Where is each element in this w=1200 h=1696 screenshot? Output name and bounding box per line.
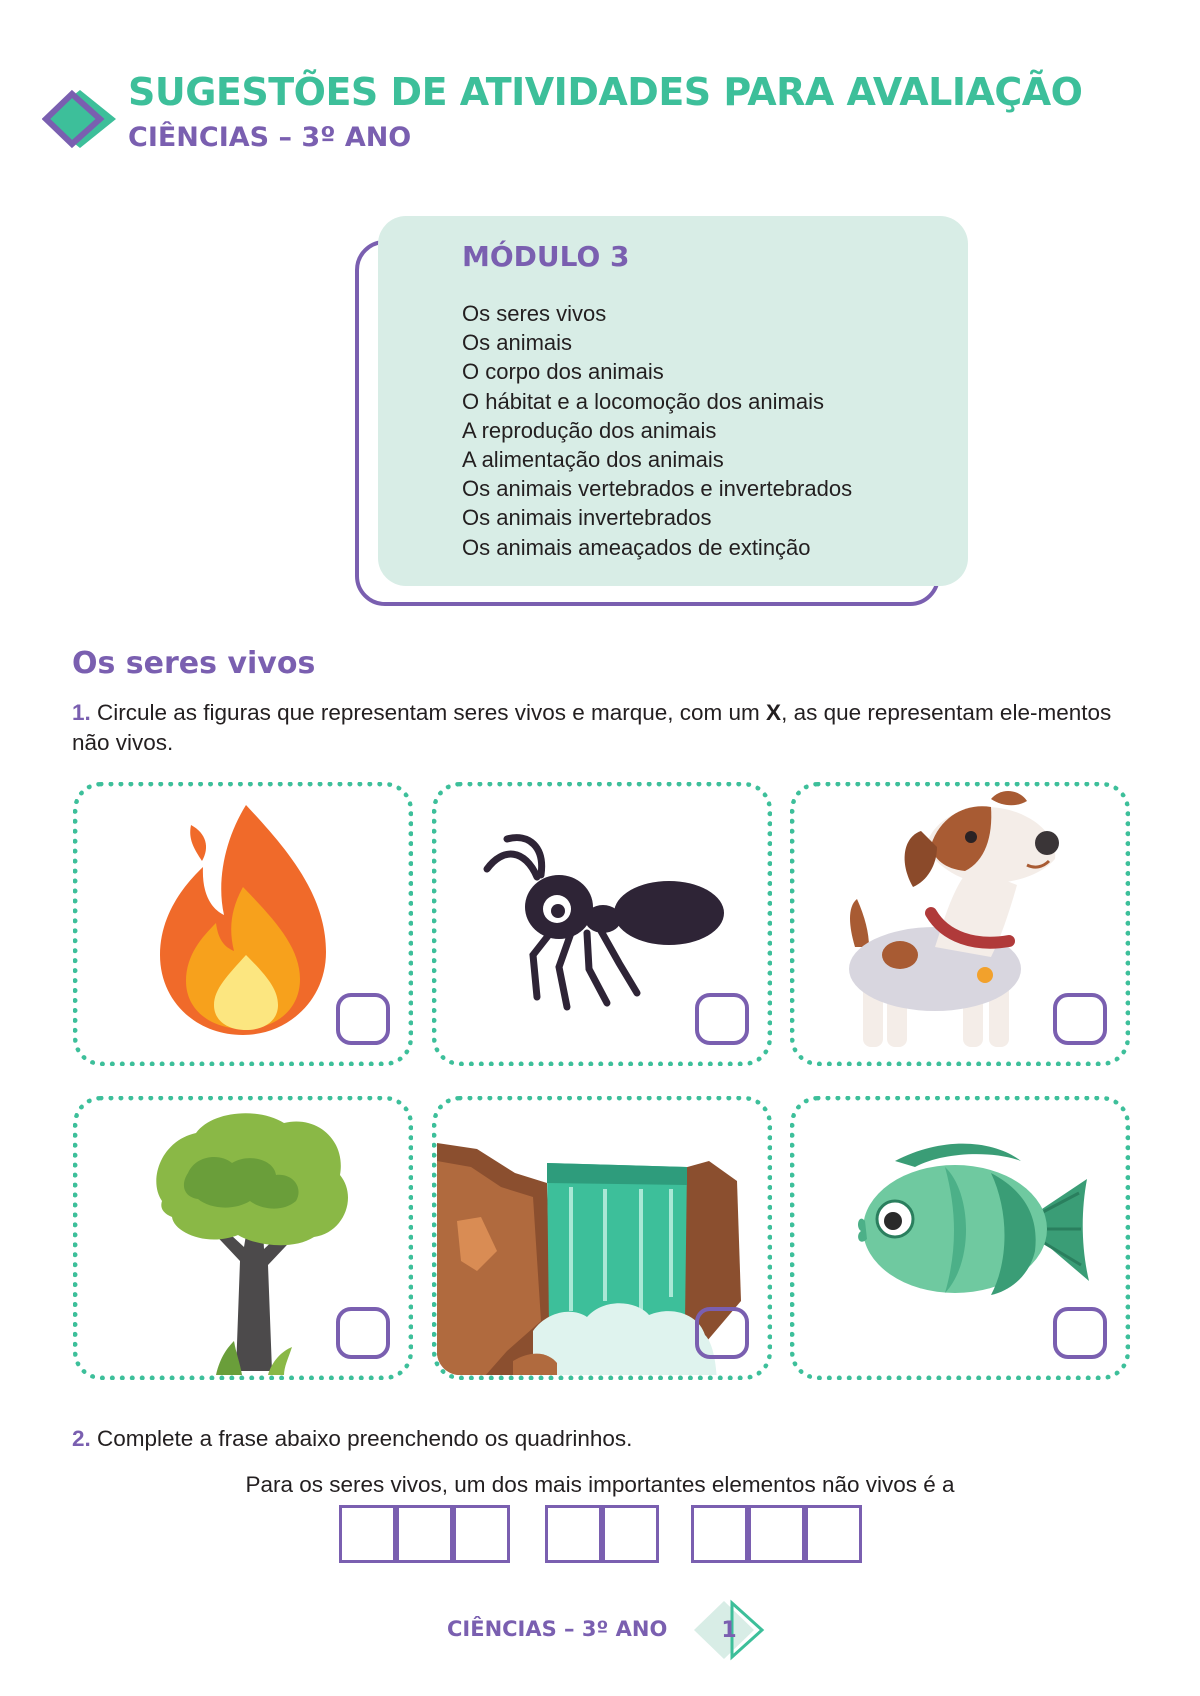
letter-box[interactable] (748, 1505, 805, 1563)
question-emphasis: X (766, 700, 782, 725)
card-ant (432, 782, 772, 1066)
letter-box[interactable] (396, 1505, 453, 1563)
footer-label: CIÊNCIAS – 3º ANO (447, 1617, 668, 1641)
card-fish (790, 1096, 1130, 1380)
module-topic: Os animais ameaçados de extinção (462, 534, 811, 560)
question-text: Complete a frase abaixo preenchendo os quadrinhos. (90, 1426, 633, 1451)
module-title: MÓDULO 3 (462, 240, 630, 273)
page-number: 1 (721, 1618, 737, 1643)
question-1 (72, 698, 1134, 758)
card-fire (73, 782, 413, 1066)
question-number: 1. (72, 700, 91, 725)
answer-checkbox[interactable] (695, 1307, 749, 1359)
letter-box[interactable] (339, 1505, 396, 1563)
module-topic: A alimentação dos animais (462, 447, 724, 473)
question-number: 2. (72, 1426, 91, 1451)
card-tree (73, 1096, 413, 1380)
answer-checkbox[interactable] (695, 993, 749, 1045)
module-topic: Os animais (462, 330, 573, 356)
module-topic: O corpo dos animais (462, 359, 664, 385)
document-title: SUGESTÕES DE ATIVIDADES PARA AVALIAÇÃO (128, 70, 1083, 114)
module-topic: A reprodução dos animais (462, 417, 717, 443)
answer-checkbox[interactable] (1053, 1307, 1107, 1359)
letter-box[interactable] (602, 1505, 659, 1563)
module-topic: Os animais vertebrados e invertebrados (462, 476, 853, 502)
fill-in-sentence: Para os seres vivos, um dos mais importantes elementos não vivos é a (245, 1472, 955, 1497)
question-text: Circule as figuras que representam seres vivos e marque, com um (90, 700, 767, 725)
answer-checkbox[interactable] (336, 993, 390, 1045)
module-topic: Os animais invertebrados (462, 505, 712, 531)
card-dog (790, 782, 1130, 1066)
module-topic: Os seres vivos (462, 301, 607, 326)
document-subtitle: CIÊNCIAS – 3º ANO (128, 122, 412, 153)
card-waterfall (432, 1096, 772, 1380)
diamond-logo-icon (42, 88, 118, 150)
module-topic-list (462, 299, 968, 562)
answer-checkbox[interactable] (1053, 993, 1107, 1045)
question-text: , as que representam ele-mentos não vivos. (72, 700, 1112, 755)
section-title: Os seres vivos (72, 646, 316, 681)
module-box (378, 216, 968, 586)
letter-box[interactable] (545, 1505, 602, 1563)
letter-box[interactable] (453, 1505, 510, 1563)
answer-checkbox[interactable] (336, 1307, 390, 1359)
letter-box[interactable] (691, 1505, 748, 1563)
letter-box[interactable] (805, 1505, 862, 1563)
question-2 (72, 1424, 632, 1454)
module-topic: O hábitat e a locomoção dos animais (462, 388, 824, 414)
